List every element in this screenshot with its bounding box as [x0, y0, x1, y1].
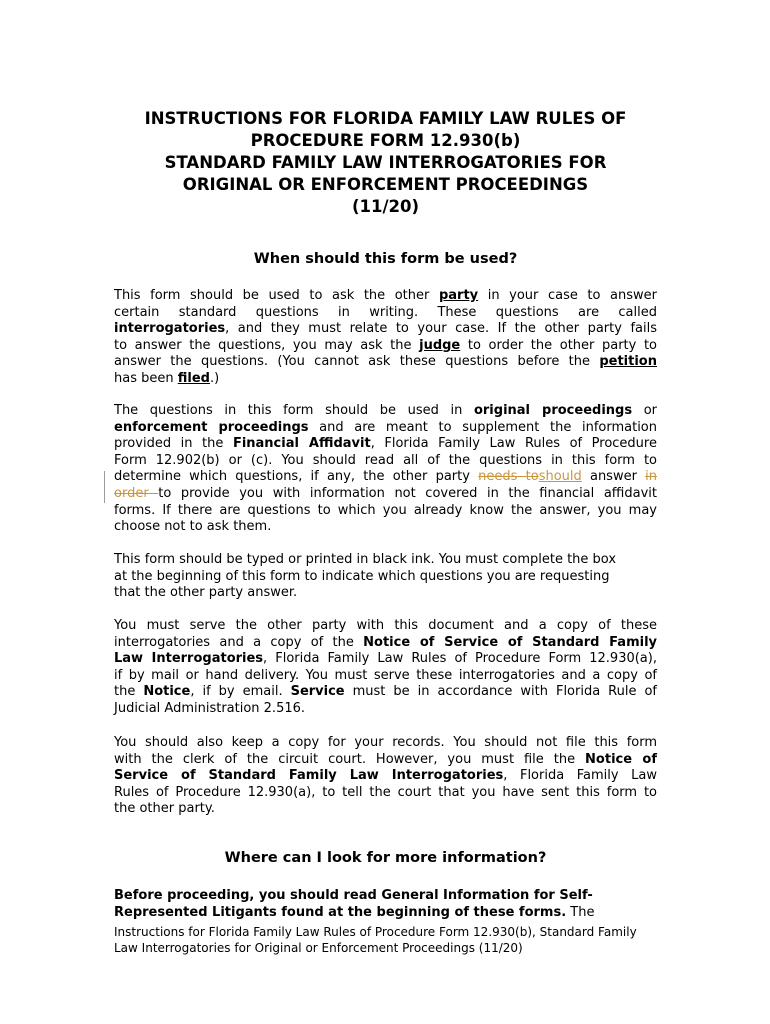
- text-line: Rules of Procedure 12.930(a), to tell the court that you have sent this form to: [114, 784, 657, 800]
- section-heading-more-info: Where can I look for more information?: [224, 850, 547, 866]
- paragraph-purpose: [114, 288, 657, 388]
- deleted-text: in: [645, 469, 658, 485]
- paragraph-before-proceeding: [114, 888, 657, 921]
- term-filed: filed: [177, 370, 210, 386]
- text: to provide you with information not covered in the financial affidavit: [158, 485, 657, 501]
- bold-text: Represented Litigants found at the beginning of these forms.: [114, 904, 567, 920]
- term-service: Service: [290, 684, 345, 700]
- term-petition: petition: [599, 354, 657, 370]
- footer-line-1: Instructions for Florida Family Law Rules of Procedure Form 12.930(b), Standard Family: [114, 925, 637, 939]
- text: and are meant to supplement the information: [308, 419, 657, 435]
- text-line: if by mail or hand delivery. You must serve these interrogatories and a copy of: [114, 667, 657, 683]
- text: , if by email.: [190, 684, 291, 700]
- text: to order the other party to: [460, 337, 657, 353]
- text-line: Form 12.902(b) or (c). You should read all of the questions in this form to: [114, 452, 657, 468]
- text: answer: [581, 469, 646, 485]
- term-interrogatories: interrogatories: [114, 321, 226, 337]
- text: This form should be used to ask the other: [114, 288, 439, 303]
- text-line: You should also keep a copy for your records. You should not file this form: [114, 735, 657, 750]
- paragraph-ink: [114, 552, 657, 602]
- text-line: Judicial Administration 2.516.: [114, 700, 306, 716]
- deleted-text: needs to: [478, 469, 539, 485]
- text: must be in accordance with Florida Rule of: [344, 684, 658, 700]
- term-notice-of: Notice of: [585, 751, 657, 767]
- footer-line-2: Law Interrogatories for Original or Enforcement Proceedings (11/20): [114, 941, 523, 955]
- text: .): [209, 370, 220, 386]
- term-financial-affidavit: Financial Affidavit: [232, 436, 371, 452]
- text: The: [566, 904, 595, 920]
- text-line: You must serve the other party with this document and a copy of these: [114, 618, 657, 633]
- section-heading-when: When should this form be used?: [253, 251, 518, 267]
- page-footer: [114, 924, 674, 956]
- inserted-text: should: [538, 469, 582, 485]
- page-title: [114, 108, 657, 218]
- term-service-of-standard: Service of Standard Family Law Interrogatories: [114, 768, 504, 784]
- text: , and they must relate to your case. If the other party fails: [225, 321, 657, 337]
- title-line-4: ORIGINAL OR ENFORCEMENT PROCEEDINGS: [182, 175, 589, 194]
- text: with the clerk of the circuit court. However, you must file the: [114, 751, 586, 767]
- text-line: that the other party answer.: [114, 585, 298, 601]
- title-line-5: (11/20): [351, 197, 420, 216]
- text-line: This form should be typed or printed in black ink. You must complete the box: [114, 552, 617, 567]
- deleted-text: order: [114, 485, 159, 501]
- text: interrogatories and a copy of the: [114, 634, 364, 650]
- bold-text: Before proceeding, you should read General Information for Self-: [114, 888, 593, 903]
- text-line: at the beginning of this form to indicate which questions you are requesting: [114, 568, 610, 584]
- term-notice-of-service: Notice of Service of Standard Family: [363, 634, 657, 650]
- text: to answer the questions, you may ask the: [114, 337, 420, 353]
- text: , Florida Family Law: [503, 768, 657, 784]
- text: answer the questions. (You cannot ask these questions before the: [114, 354, 600, 370]
- text-line: the other party.: [114, 801, 215, 817]
- title-line-1: INSTRUCTIONS FOR FLORIDA FAMILY LAW RULES OF: [144, 109, 627, 128]
- term-notice: Notice: [143, 684, 191, 700]
- text-line: certain standard questions in writing. These questions are called: [114, 304, 657, 320]
- tracked-change-bar: [104, 471, 105, 503]
- text-line: forms. If there are questions to which you already know the answer, you may: [114, 502, 657, 518]
- text: has been: [114, 370, 178, 386]
- text: determine which questions, if any, the other party: [114, 469, 479, 485]
- paragraph-service: [114, 618, 657, 718]
- paragraph-records: [114, 735, 657, 818]
- title-line-3: STANDARD FAMILY LAW INTERROGATORIES FOR: [164, 153, 607, 172]
- term-judge: judge: [419, 337, 461, 353]
- term-party: party: [438, 288, 479, 303]
- title-line-2: PROCEDURE FORM 12.930(b): [250, 131, 521, 150]
- term-law-interrogatories: Law Interrogatories: [114, 651, 264, 667]
- text: provided in the: [114, 436, 233, 452]
- term-enforcement-proceedings: enforcement proceedings: [114, 419, 309, 435]
- text: or: [632, 403, 657, 418]
- text: , Florida Family Law Rules of Procedure: [370, 436, 657, 452]
- term-original-proceedings: original proceedings: [473, 403, 633, 418]
- paragraph-proceedings: [114, 403, 657, 536]
- text: in your case to answer: [478, 288, 657, 303]
- text-line: choose not to ask them.: [114, 519, 272, 535]
- text: The questions in this form should be used in: [114, 403, 474, 418]
- text: , Florida Family Law Rules of Procedure Form 12.930(a),: [263, 651, 657, 667]
- text: the: [114, 684, 144, 700]
